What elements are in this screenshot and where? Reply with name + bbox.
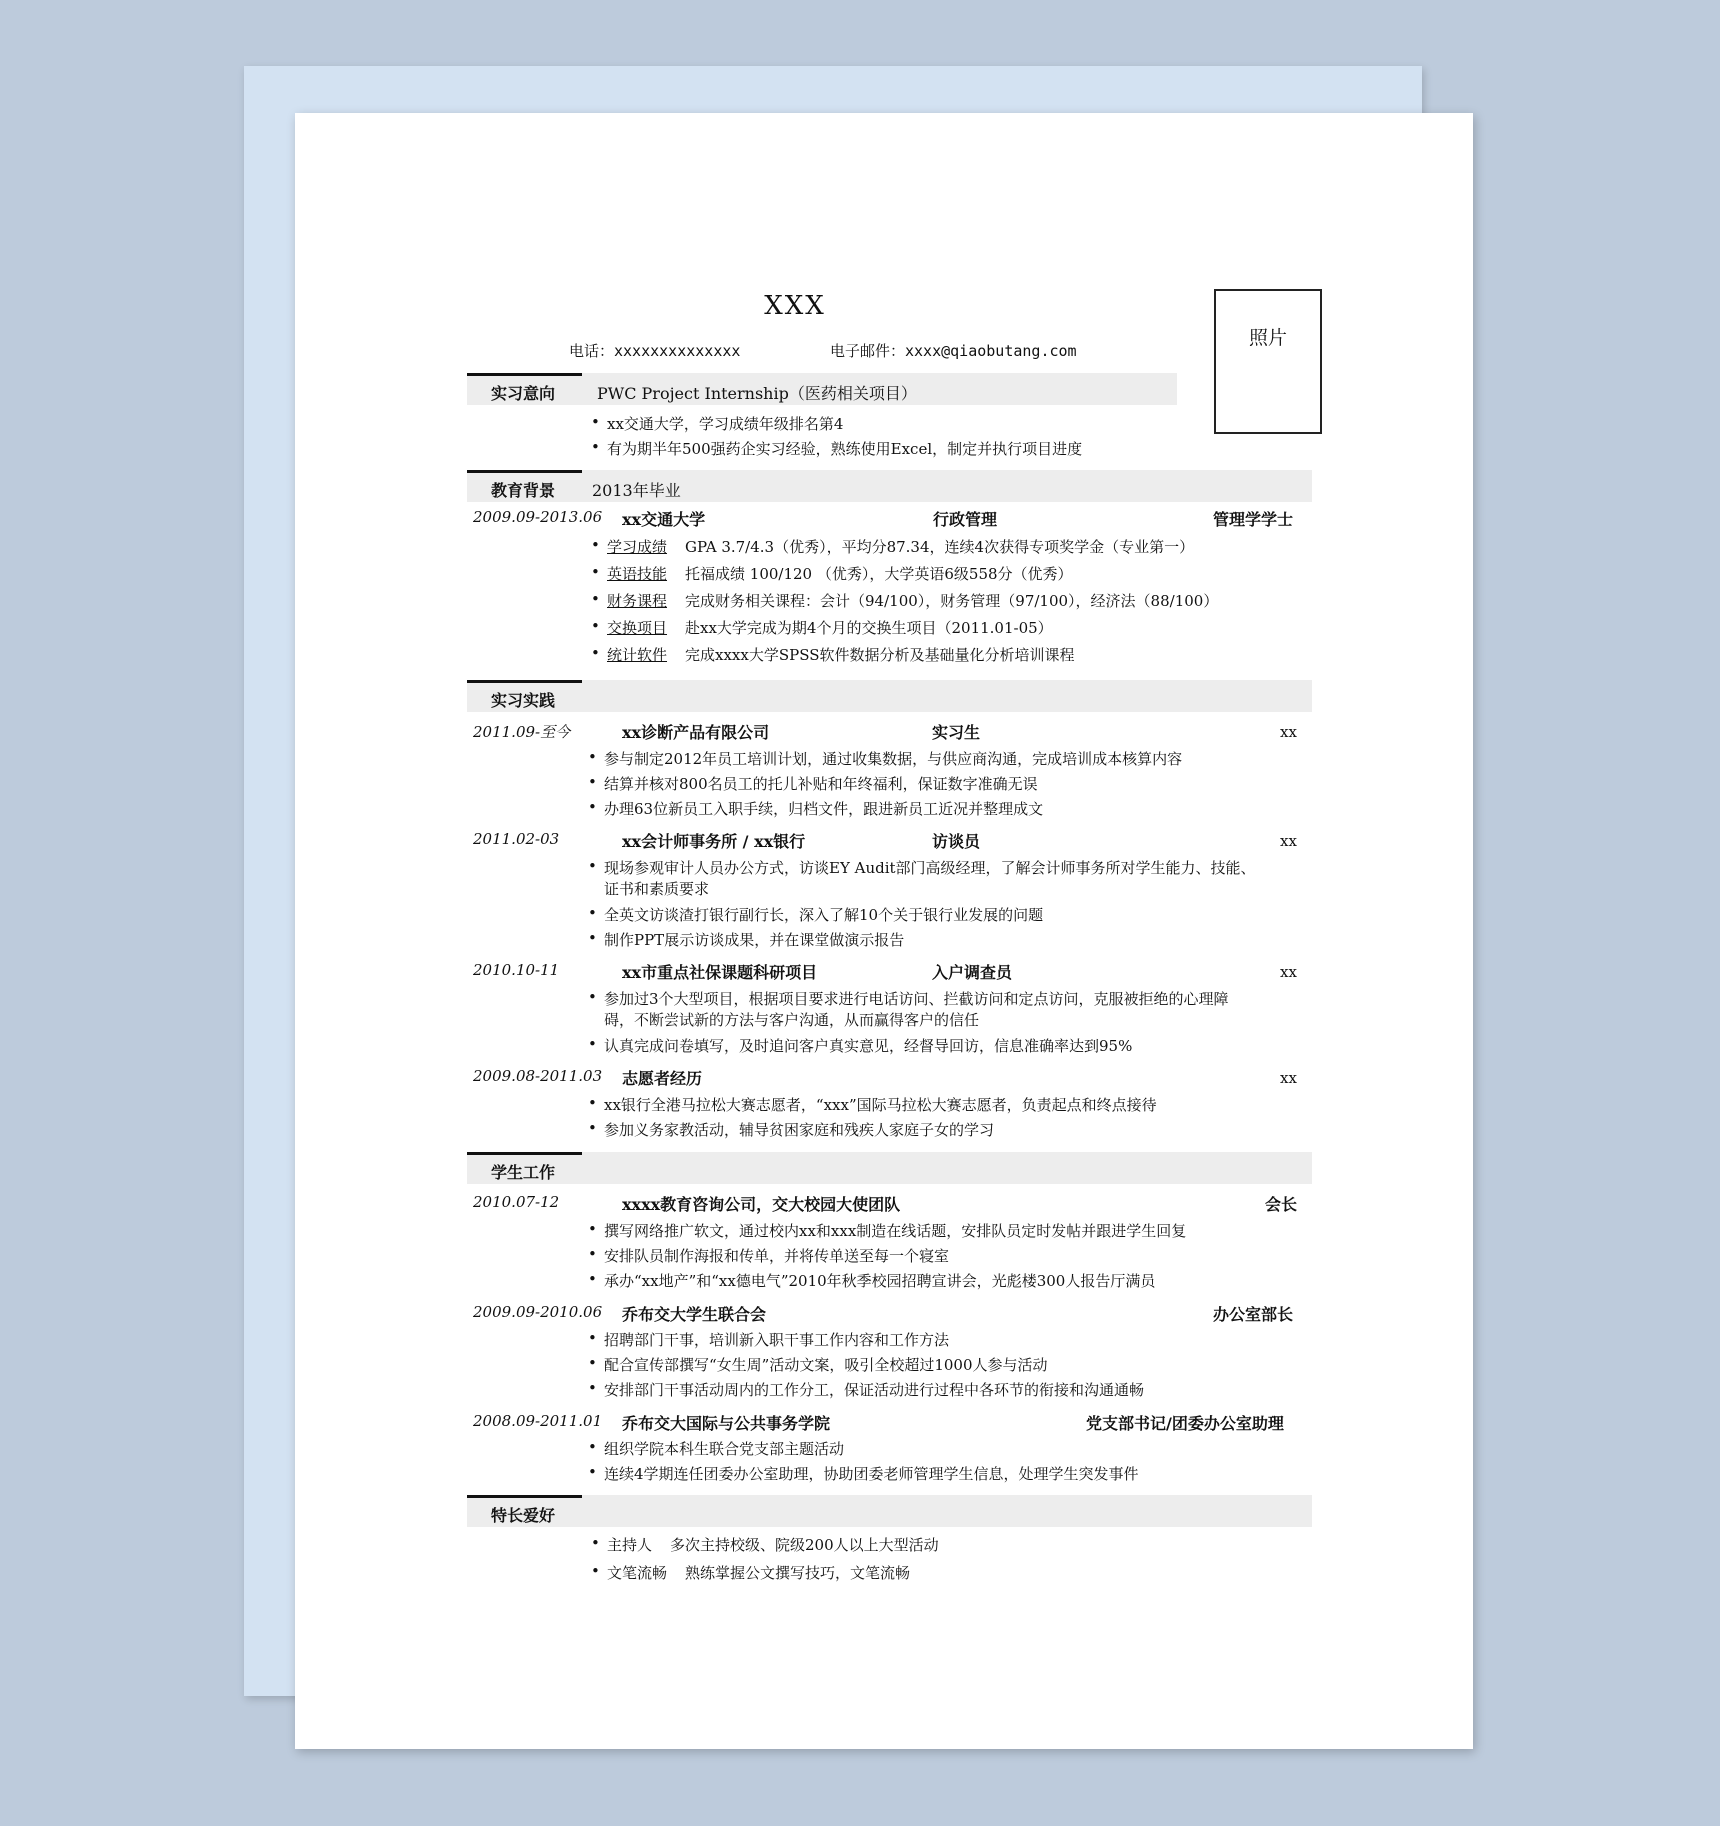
item-text: 托福成绩 100/120 （优秀），大学英语6级558分（优秀）	[685, 565, 1073, 583]
intent-bullet: • xx交通大学，学习成绩年级排名第4	[607, 413, 843, 434]
entry-bullet: • 参与制定2012年员工培训计划，通过收集数据，与供应商沟通，完成培训成本核算内容	[604, 748, 1182, 769]
entry-bullet: • 制作PPT展示访谈成果，并在课堂做演示报告	[604, 929, 904, 950]
item-text: 多次主持校级、院级200人以上大型活动	[670, 1536, 939, 1554]
education-item	[607, 644, 1075, 665]
entry-bullet: • 参加义务家教活动，辅导贫困家庭和残疾人家庭子女的学习	[604, 1119, 994, 1140]
education-degree: 管理学学士	[1213, 510, 1294, 529]
item-key: 交换项目	[607, 619, 668, 637]
entry-bullet: • 结算并核对800名员工的托儿补贴和年终福利，保证数字准确无误	[604, 773, 1038, 794]
entry-date: 2009.09-2010.06	[473, 1303, 603, 1321]
item-key: 学习成绩	[607, 538, 668, 556]
entry-bullet-continued: 证书和素质要求	[604, 880, 710, 898]
entry-location: xx	[1280, 1069, 1297, 1087]
entry-org: 乔布交大国际与公共事务学院	[622, 1414, 831, 1433]
entry-org: 乔布交大学生联合会	[622, 1305, 767, 1324]
resume-name: XXX	[764, 291, 826, 321]
entry-location: xx	[1280, 723, 1297, 741]
entry-date: 2011.02-03	[473, 830, 560, 848]
section-title: 教育背景	[491, 481, 556, 500]
entry-role: 实习生	[932, 723, 981, 742]
entry-role: 党支部书记/团委办公室助理	[1086, 1414, 1284, 1433]
education-value: 2013年毕业	[592, 481, 681, 500]
entry-bullet: • 认真完成问卷填写，及时追问客户真实意见，经督导回访，信息准确率达到95%	[604, 1035, 1132, 1056]
entry-bullet: • 安排队员制作海报和传单，并将传单送至每一个寝室	[604, 1245, 949, 1266]
entry-date: 2010.07-12	[473, 1193, 560, 1211]
item-key: 主持人	[607, 1536, 653, 1554]
entry-bullet: • 承办“xx地产”和“xx德电气”2010年秋季校园招聘宣讲会，光彪楼300人报告厅满员	[604, 1270, 1155, 1291]
photo-placeholder	[1214, 289, 1322, 434]
entry-org: xx诊断产品有限公司	[622, 723, 770, 742]
entry-date: 2011.09-至今	[473, 723, 571, 741]
section-header-practice	[467, 680, 1312, 712]
entry-org: xx会计师事务所 / xx银行	[622, 832, 806, 851]
hobby-item	[607, 1562, 910, 1583]
intent-value: PWC Project Internship（医药相关项目）	[597, 384, 917, 403]
item-text: 完成xxxx大学SPSS软件数据分析及基础量化分析培训课程	[685, 646, 1075, 664]
entry-bullet: • 现场参观审计人员办公方式，访谈EY Audit部门高级经理，了解会计师事务所对学生能力、技能、	[604, 857, 1256, 878]
section-header-hobbies	[467, 1495, 1312, 1527]
entry-bullet: • 招聘部门干事，培训新入职干事工作内容和工作方法	[604, 1329, 949, 1350]
section-title: 特长爱好	[491, 1506, 556, 1525]
entry-bullet: • 参加过3个大型项目，根据项目要求进行电话访问、拦截访问和定点访问，克服被拒绝的心理障	[604, 988, 1229, 1009]
education-item	[607, 617, 1053, 638]
entry-bullet: • xx银行全港马拉松大赛志愿者，“xxx”国际马拉松大赛志愿者，负责起点和终点接待	[604, 1094, 1157, 1115]
entry-bullet-continued: 碍，不断尝试新的方法与客户沟通，从而赢得客户的信任	[604, 1011, 980, 1029]
entry-bullet: • 办理63位新员工入职手续，归档文件，跟进新员工近况并整理成文	[604, 798, 1043, 819]
section-title: 实习实践	[491, 691, 556, 710]
section-title: 学生工作	[491, 1163, 556, 1182]
education-item	[607, 563, 1073, 584]
entry-bullet: • 连续4学期连任团委办公室助理，协助团委老师管理学生信息，处理学生突发事件	[604, 1463, 1139, 1484]
entry-bullet: • 组织学院本科生联合党支部主题活动	[604, 1438, 844, 1459]
entry-date: 2010.10-11	[473, 961, 560, 979]
item-key: 统计软件	[607, 646, 668, 664]
item-key: 英语技能	[607, 565, 668, 583]
education-item	[607, 536, 1194, 557]
entry-org: 志愿者经历	[622, 1069, 703, 1088]
entry-location: xx	[1280, 832, 1297, 850]
education-item	[607, 590, 1218, 611]
photo-label: 照片	[1248, 327, 1287, 349]
item-text: 熟练掌握公文撰写技巧，文笔流畅	[685, 1564, 911, 1582]
education-date: 2009.09-2013.06	[473, 508, 603, 526]
education-major: 行政管理	[933, 510, 998, 529]
entry-bullet: • 安排部门干事活动周内的工作分工，保证活动进行过程中各环节的衔接和沟通通畅	[604, 1379, 1144, 1400]
entry-role: 入户调查员	[932, 963, 1013, 982]
phone-text: 电话：xxxxxxxxxxxxxx	[569, 342, 741, 360]
intent-bullet: • 有为期半年500强药企实习经验，熟练使用Excel，制定并执行项目进度	[607, 438, 1082, 459]
resume-page	[295, 113, 1473, 1749]
email-text: 电子邮件：xxxx@qiaobutang.com	[830, 342, 1077, 360]
item-text: 完成财务相关课程：会计（94/100），财务管理（97/100），经济法（88/100）	[685, 592, 1219, 610]
entry-date: 2008.09-2011.01	[473, 1412, 603, 1430]
section-header-student-work	[467, 1152, 1312, 1184]
section-header-intent	[467, 373, 1177, 405]
entry-role: 会长	[1265, 1195, 1298, 1214]
entry-role: 访谈员	[932, 832, 981, 851]
section-title: 实习意向	[491, 384, 556, 403]
item-key: 文笔流畅	[607, 1564, 668, 1582]
entry-org: xx市重点社保课题科研项目	[622, 963, 818, 982]
entry-role: 办公室部长	[1213, 1305, 1294, 1324]
entry-org: xxxx教育咨询公司，交大校园大使团队	[622, 1195, 901, 1214]
entry-bullet: • 全英文访谈渣打银行副行长，深入了解10个关于银行业发展的问题	[604, 904, 1043, 925]
item-text: GPA 3.7/4.3（优秀），平均分87.34，连续4次获得专项奖学金（专业第一）	[685, 538, 1195, 556]
item-text: 赴xx大学完成为期4个月的交换生项目（2011.01-05）	[685, 619, 1053, 637]
item-key: 财务课程	[607, 592, 668, 610]
hobby-item	[607, 1534, 939, 1555]
entry-bullet: • 撰写网络推广软文，通过校内xx和xxx制造在线话题，安排队员定时发帖并跟进学生回复	[604, 1220, 1186, 1241]
entry-bullet: • 配合宣传部撰写“女生周”活动文案，吸引全校超过1000人参与活动	[604, 1354, 1048, 1375]
entry-date: 2009.08-2011.03	[473, 1067, 603, 1085]
education-school: xx交通大学	[622, 510, 706, 529]
section-header-education	[467, 470, 1312, 502]
entry-location: xx	[1280, 963, 1297, 981]
